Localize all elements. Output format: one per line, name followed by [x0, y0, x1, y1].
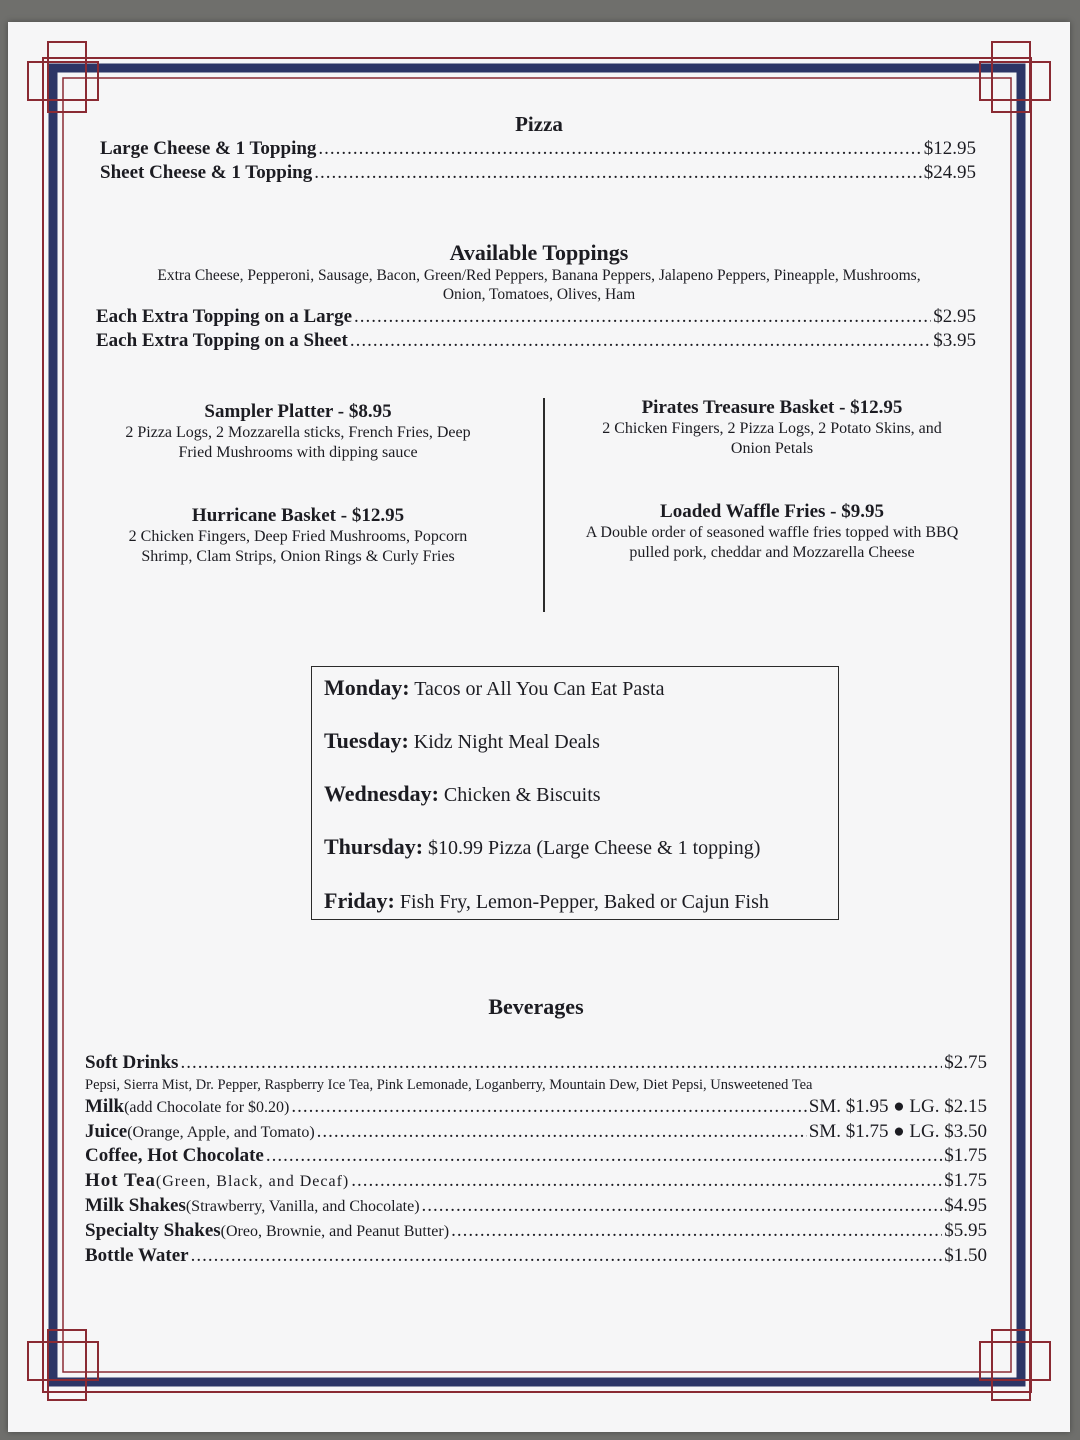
item-name: Large Cheese & 1 Topping — [100, 138, 317, 159]
beverage-item — [85, 1245, 987, 1267]
special-day: Thursday: — [324, 834, 424, 859]
item-name: Sheet Cheese & 1 Topping — [100, 162, 313, 183]
special-text: Fish Fry, Lemon-Pepper, Baked or Cajun Fish — [399, 891, 769, 913]
item-price: $24.95 — [923, 162, 976, 183]
item-price: $5.95 — [944, 1220, 987, 1241]
item-price: $2.95 — [933, 306, 976, 327]
extra-topping-item — [96, 330, 976, 352]
item-price: $1.50 — [944, 1245, 987, 1266]
special-day: Wednesday: — [324, 781, 439, 806]
item-price: $12.95 — [923, 138, 976, 159]
item-detail: (Strawberry, Vanilla, and Chocolate) — [185, 1198, 420, 1215]
item-name: Each Extra Topping on a Large — [96, 306, 353, 327]
dot-leader — [318, 138, 921, 160]
item-name: Juice — [85, 1121, 128, 1142]
special-text: Tacos or All You Can Eat Pasta — [414, 678, 665, 700]
dot-leader — [314, 162, 922, 184]
item-price: $1.75 — [944, 1170, 987, 1191]
dot-leader — [191, 1245, 943, 1267]
dot-leader — [317, 1121, 807, 1143]
beverage-item — [85, 1145, 987, 1167]
basket-desc: A Double order of seasoned waffle fries topped with BBQ — [585, 524, 959, 541]
beverage-item — [85, 1195, 987, 1217]
beverage-item — [85, 1170, 987, 1192]
basket-desc: 2 Chicken Fingers, 2 Pizza Logs, 2 Potato Skins, and — [602, 420, 942, 437]
dot-leader — [350, 330, 931, 352]
item-detail: (Oreo, Brownie, and Peanut Butter) — [220, 1223, 450, 1240]
pizza-item — [100, 138, 976, 160]
beverage-item — [85, 1121, 987, 1143]
beverage-item — [85, 1052, 987, 1074]
daily-specials-box — [311, 666, 839, 920]
special-day: Monday: — [324, 675, 410, 700]
basket-title: Pirates Treasure Basket - $12.95 — [641, 397, 903, 418]
basket-desc: 2 Chicken Fingers, Deep Fried Mushrooms, Popcorn — [128, 528, 468, 545]
pizza-item — [100, 162, 976, 184]
dot-leader — [266, 1145, 942, 1167]
special-friday — [324, 888, 769, 914]
beverage-item — [85, 1096, 987, 1118]
item-price: $3.95 — [933, 330, 976, 351]
special-text: $10.99 Pizza (Large Cheese & 1 topping) — [428, 837, 761, 859]
basket-desc: Shrimp, Clam Strips, Onion Rings & Curly Fries — [141, 548, 455, 565]
item-name: Hot Tea — [85, 1170, 156, 1191]
item-price: $4.95 — [944, 1195, 987, 1216]
item-price: SM. $1.75 ● LG. $3.50 — [808, 1121, 987, 1142]
special-day: Tuesday: — [324, 728, 409, 753]
beverages-title: Beverages — [488, 994, 584, 1019]
special-thursday — [324, 834, 760, 860]
toppings-list-2: Onion, Tomatoes, Olives, Ham — [442, 286, 636, 303]
menu-sheet — [8, 22, 1070, 1432]
basket-desc: 2 Pizza Logs, 2 Mozzarella sticks, French Fries, Deep — [125, 424, 471, 441]
beverage-item — [85, 1220, 987, 1242]
item-detail: (add Chocolate for $0.20) — [124, 1099, 290, 1116]
basket-title: Sampler Platter - $8.95 — [204, 401, 392, 422]
basket-sampler — [88, 401, 508, 463]
basket-desc: pulled pork, cheddar and Mozzarella Cheese — [629, 544, 915, 561]
basket-title: Loaded Waffle Fries - $9.95 — [660, 501, 884, 522]
basket-hurricane — [88, 505, 508, 567]
item-name: Soft Drinks — [85, 1052, 179, 1073]
soft-drinks-list: Pepsi, Sierra Mist, Dr. Pepper, Raspberry Ice Tea, Pink Lemonade, Loganberry, Mountain Dew, Diet Pepsi, Unsweetened Tea — [85, 1077, 813, 1093]
special-monday — [324, 675, 664, 701]
special-day: Friday: — [324, 888, 395, 913]
special-text: Kidz Night Meal Deals — [413, 731, 600, 753]
item-name: Bottle Water — [85, 1245, 189, 1266]
dot-leader — [351, 1170, 942, 1192]
extra-topping-item — [96, 306, 976, 328]
basket-pirates — [556, 397, 988, 459]
special-wednesday — [324, 781, 601, 807]
item-name: Each Extra Topping on a Sheet — [96, 330, 348, 351]
toppings-list: Extra Cheese, Pepperoni, Sausage, Bacon, Green/Red Peppers, Banana Peppers, Jalapeno Peppers, Pineapple, Mushrooms, — [157, 267, 921, 284]
dot-leader — [451, 1220, 942, 1242]
item-name: Specialty Shakes — [85, 1220, 221, 1241]
special-text: Chicken & Biscuits — [443, 784, 601, 806]
item-detail: (Orange, Apple, and Tomato) — [127, 1124, 315, 1141]
item-price: $1.75 — [944, 1145, 987, 1166]
item-name: Milk — [85, 1096, 125, 1117]
item-price: $2.75 — [944, 1052, 987, 1073]
dot-leader — [291, 1096, 806, 1118]
basket-title: Hurricane Basket - $12.95 — [191, 505, 405, 526]
dot-leader — [422, 1195, 943, 1217]
basket-waffle-fries — [556, 501, 988, 563]
item-name: Coffee, Hot Chocolate — [85, 1145, 264, 1166]
dot-leader — [180, 1052, 942, 1074]
item-name: Milk Shakes — [85, 1195, 186, 1216]
basket-desc: Fried Mushrooms with dipping sauce — [178, 444, 418, 461]
item-price: SM. $1.95 ● LG. $2.15 — [808, 1096, 987, 1117]
item-detail: (Green, Black, and Decaf) — [155, 1173, 350, 1190]
basket-desc: Onion Petals — [730, 440, 814, 457]
dot-leader — [354, 306, 931, 328]
column-divider — [543, 398, 545, 612]
pizza-title: Pizza — [515, 112, 563, 136]
toppings-title: Available Toppings — [449, 240, 629, 265]
special-tuesday — [324, 728, 600, 754]
